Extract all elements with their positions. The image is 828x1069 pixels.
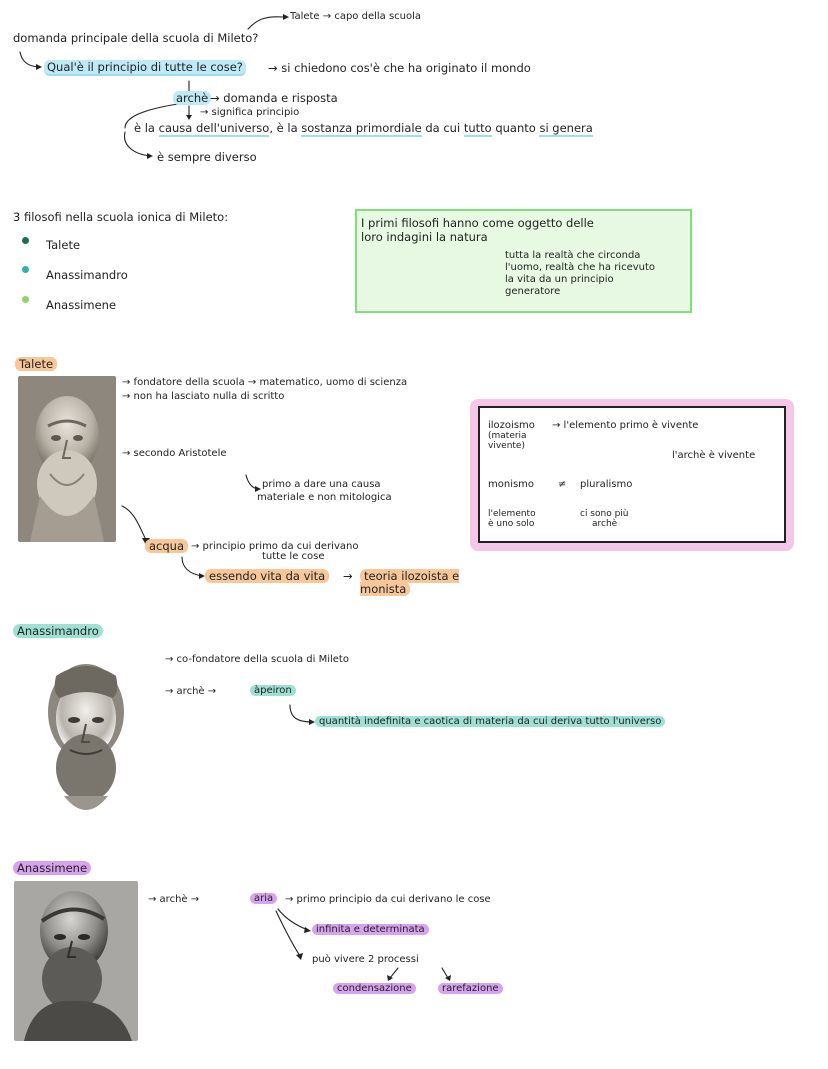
green-note-sub4: generatore bbox=[505, 286, 561, 297]
anassimene-portrait bbox=[14, 881, 138, 1041]
cause-line bbox=[134, 122, 593, 135]
main-question bbox=[44, 61, 246, 74]
talete-note-2: → non ha lasciato nulla di scritto bbox=[122, 391, 285, 402]
materia-line1: (materia bbox=[488, 431, 527, 441]
arrow-icon: → bbox=[343, 569, 353, 583]
cause-text-f: tutto bbox=[463, 121, 492, 135]
anassimandro-heading bbox=[13, 625, 103, 638]
elemento-line2: è uno solo bbox=[488, 519, 535, 529]
cause-text-d: sostanza primordiale bbox=[301, 121, 422, 135]
anassimandro-heading-text: Anassimandro bbox=[13, 624, 103, 638]
infinita-term bbox=[312, 924, 429, 936]
talete-primo-2: materiale e non mitologica bbox=[257, 492, 392, 503]
talete-heading-text: Talete bbox=[15, 357, 57, 371]
green-note-line1: I primi filosofi hanno come oggetto delle bbox=[361, 216, 594, 230]
monismo: monismo bbox=[488, 479, 535, 490]
not-equal-sign: ≠ bbox=[558, 479, 567, 490]
anassimandro-portrait bbox=[30, 646, 140, 824]
question-title: domanda principale della scuola di Mileto? bbox=[13, 31, 259, 45]
condensazione-highlight: condensazione bbox=[333, 983, 416, 994]
apeiron-term bbox=[250, 685, 296, 697]
philosophers-title: 3 filosofi nella scuola ionica di Mileto: bbox=[13, 210, 229, 224]
arche-vivente: l'archè è vivente bbox=[672, 450, 756, 461]
anassimene-arche-prefix: → archè → bbox=[148, 894, 200, 905]
cause-text-a: è la bbox=[134, 121, 159, 135]
infinita-highlight: infinita e determinata bbox=[312, 924, 429, 935]
main-question-note: → si chiedono cos'è che ha originato il mondo bbox=[268, 61, 531, 75]
green-note-line2: loro indagini la natura bbox=[361, 230, 488, 244]
philosopher-item: Talete bbox=[46, 238, 81, 252]
cause-text-b: causa dell'universo bbox=[158, 121, 270, 135]
bullet-dot bbox=[22, 237, 29, 244]
elemento-vivente: → l'elemento primo è vivente bbox=[552, 420, 699, 431]
cause-text-g: quanto bbox=[491, 121, 540, 135]
aria-highlight: aria bbox=[250, 893, 277, 904]
essendo-term bbox=[205, 570, 329, 583]
teoria-term bbox=[360, 570, 470, 596]
philosopher-item: Anassimene bbox=[46, 298, 117, 312]
sono-line1: ci sono più bbox=[580, 509, 629, 519]
aria-term bbox=[250, 893, 277, 905]
acqua-note-2: tutte le cose bbox=[262, 551, 325, 562]
cause-text-c: , è la bbox=[269, 121, 302, 135]
talete-heading bbox=[15, 358, 57, 371]
aria-note: → primo principio da cui derivano le cose bbox=[285, 894, 491, 905]
acqua-highlight: acqua bbox=[145, 539, 188, 553]
apeiron-highlight: àpeiron bbox=[250, 685, 296, 696]
arche-highlight: archè bbox=[173, 91, 211, 105]
green-note-sub2: l'uomo, realtà che ha ricevuto bbox=[505, 262, 656, 273]
bullet-dot bbox=[22, 266, 29, 273]
talete-portrait bbox=[18, 376, 116, 542]
green-note-sub3: la vita da un principio bbox=[505, 274, 614, 285]
arche-term bbox=[173, 92, 211, 105]
talete-aristotele: → secondo Aristotele bbox=[122, 448, 227, 459]
green-note-sub1: tutta la realtà che circonda bbox=[505, 250, 641, 261]
pluralismo: pluralismo bbox=[580, 479, 633, 490]
arche-note-1: → domanda e risposta bbox=[210, 91, 338, 105]
sono-line2: archè bbox=[592, 519, 618, 529]
always-different: è sempre diverso bbox=[157, 150, 257, 164]
bullet-dot bbox=[22, 296, 29, 303]
arche-note-2: → significa principio bbox=[200, 107, 300, 118]
essendo-highlight: essendo vita da vita bbox=[205, 569, 329, 583]
quantita-highlight: quantità indefinita e caotica di materia da cui deriva tutto l'universo bbox=[315, 716, 665, 727]
acqua-term bbox=[145, 540, 188, 553]
talete-head-note: Talete → capo della scuola bbox=[290, 11, 422, 22]
talete-note-1: → fondatore della scuola → matematico, uomo di scienza bbox=[122, 377, 408, 388]
main-question-highlight: Qual'è il principio di tutte le cose? bbox=[44, 60, 246, 76]
cause-text-h: si genera bbox=[539, 121, 593, 135]
ilozoismo: ilozoismo bbox=[488, 420, 535, 431]
vivere-note: può vivere 2 processi bbox=[312, 954, 419, 965]
cause-text-e: da cui bbox=[421, 121, 464, 135]
acqua-note-1: → principio primo da cui derivano bbox=[191, 541, 359, 552]
rarefazione-term bbox=[438, 983, 503, 995]
quantita-term bbox=[315, 716, 665, 728]
anassimene-heading bbox=[13, 862, 91, 875]
materia-line2: vivente) bbox=[488, 441, 525, 451]
anassimandro-arche-prefix: → archè → bbox=[165, 686, 217, 697]
talete-primo-1: primo a dare una causa bbox=[262, 479, 381, 490]
philosopher-item: Anassimandro bbox=[46, 268, 128, 282]
anassimene-heading-text: Anassimene bbox=[13, 861, 91, 875]
teoria-highlight: teoria ilozoista e monista bbox=[360, 569, 460, 597]
rarefazione-highlight: rarefazione bbox=[438, 983, 503, 994]
anassimandro-note-1: → co-fondatore della scuola di Mileto bbox=[165, 654, 349, 665]
elemento-line1: l'elemento bbox=[488, 509, 536, 519]
condensazione-term bbox=[333, 983, 416, 995]
